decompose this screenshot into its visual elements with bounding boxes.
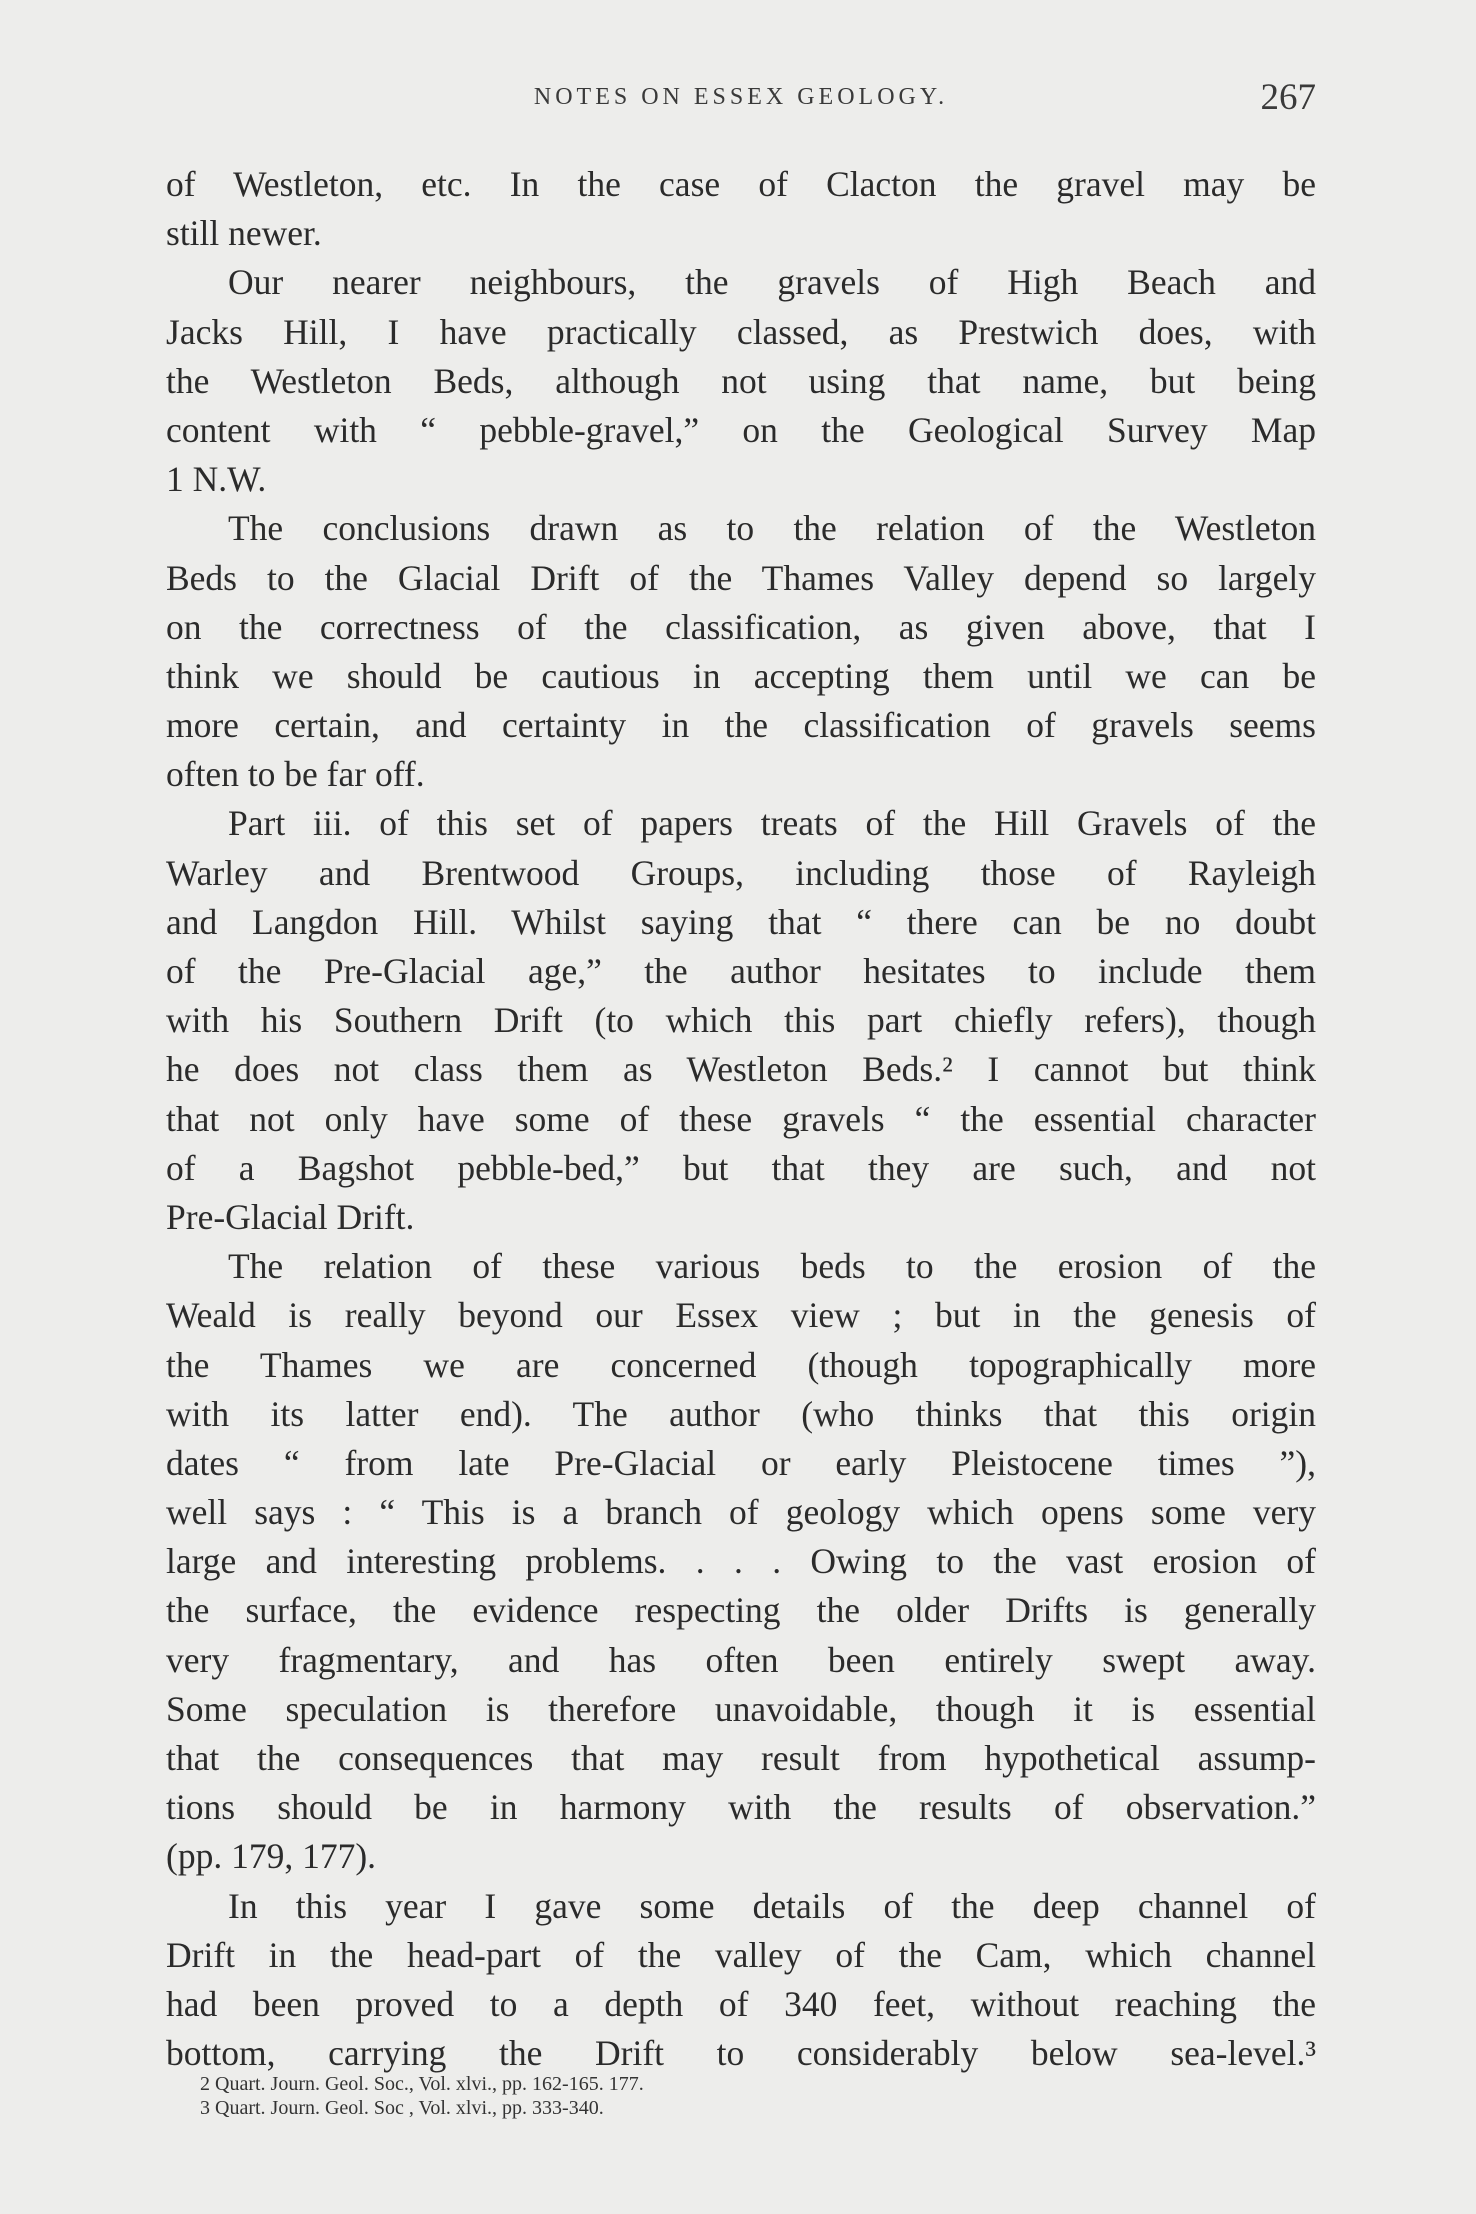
text-line: Beds to the Glacial Drift of the Thames Valley depend so largely: [166, 557, 1316, 598]
text-line: In this year I gave some details of the deep channel of: [228, 1885, 1316, 1926]
text-line: Part iii. of this set of papers treats of the Hill Gravels of the: [228, 803, 1316, 844]
text-line: think we should be cautious in accepting them until we can be: [166, 655, 1316, 696]
text-line: The relation of these various beds to the erosion of the: [228, 1246, 1316, 1287]
text-line: with its latter end). The author (who thinks that this origin: [166, 1393, 1316, 1434]
text-line: often to be far off.: [166, 754, 425, 795]
text-line: Drift in the head-part of the valley of the Cam, which channel: [166, 1934, 1316, 1975]
text-line: Some speculation is therefore unavoidable, though it is essential: [166, 1688, 1316, 1729]
text-line: 1 N.W.: [166, 459, 267, 500]
text-line: of the Pre-Glacial age,” the author hesitates to include them: [166, 951, 1316, 991]
text-line: of Westleton, etc. In the case of Clacton the gravel may be: [166, 164, 1316, 204]
text-line: still newer.: [166, 213, 322, 254]
text-line: Warley and Brentwood Groups, including those of Rayleigh: [166, 852, 1316, 893]
text-line: Jacks Hill, I have practically classed, as Prestwich does, with: [166, 311, 1316, 352]
text-line: Our nearer neighbours, the gravels of High Beach and: [228, 262, 1316, 303]
text-line: The conclusions drawn as to the relation of the Westleton: [228, 508, 1316, 549]
running-head: NOTES ON ESSEX GEOLOGY.: [533, 84, 949, 110]
text-line: well says : “ This is a branch of geology which opens some very: [166, 1492, 1316, 1533]
body-text: [166, 160, 1316, 2078]
text-line: with his Southern Drift (to which this part chiefly refers), though: [166, 1000, 1316, 1041]
text-line: Weald is really beyond our Essex view ; but in the genesis of: [166, 1295, 1316, 1336]
text-line: on the correctness of the classification, as given above, that I: [166, 606, 1316, 647]
text-line: (pp. 179, 177).: [166, 1836, 377, 1877]
text-line: content with “ pebble-gravel,” on the Geological Survey Map: [166, 409, 1316, 450]
text-line: he does not class them as Westleton Beds.² I cannot but think: [166, 1049, 1316, 1090]
text-line: and Langdon Hill. Whilst saying that “ there can be no doubt: [166, 901, 1316, 942]
text-line: that not only have some of these gravels “ the essential character: [166, 1098, 1316, 1139]
text-line: tions should be in harmony with the results of observation.”: [166, 1787, 1316, 1828]
page-number: 267: [1260, 77, 1316, 118]
text-line: dates “ from late Pre-Glacial or early Pleistocene times ”),: [166, 1442, 1316, 1483]
text-line: of a Bagshot pebble-bed,” but that they are such, and not: [166, 1147, 1316, 1188]
text-line: that the consequences that may result from hypothetical assump-: [166, 1738, 1316, 1778]
page-header: [166, 76, 1316, 126]
text-line: more certain, and certainty in the classification of gravels seems: [166, 705, 1316, 746]
text-line: very fragmentary, and has often been entirely swept away.: [166, 1639, 1316, 1680]
footnote: 2 Quart. Journ. Geol. Soc., Vol. xlvi., pp. 162-165. 177.: [200, 2073, 644, 2095]
text-line: bottom, carrying the Drift to considerably below sea-level.³: [166, 2033, 1316, 2074]
text-line: the Westleton Beds, although not using that name, but being: [166, 360, 1316, 401]
footnote: 3 Quart. Journ. Geol. Soc , Vol. xlvi., pp. 333-340.: [200, 2097, 604, 2119]
text-line: the Thames we are concerned (though topographically more: [166, 1344, 1316, 1385]
footnotes: [200, 2072, 1100, 2120]
text-line: large and interesting problems. . . . Owing to the vast erosion of: [166, 1541, 1316, 1582]
text-line: Pre-Glacial Drift.: [166, 1196, 415, 1237]
text-line: had been proved to a depth of 340 feet, without reaching the: [166, 1983, 1316, 2024]
text-line: the surface, the evidence respecting the older Drifts is generally: [166, 1590, 1316, 1631]
